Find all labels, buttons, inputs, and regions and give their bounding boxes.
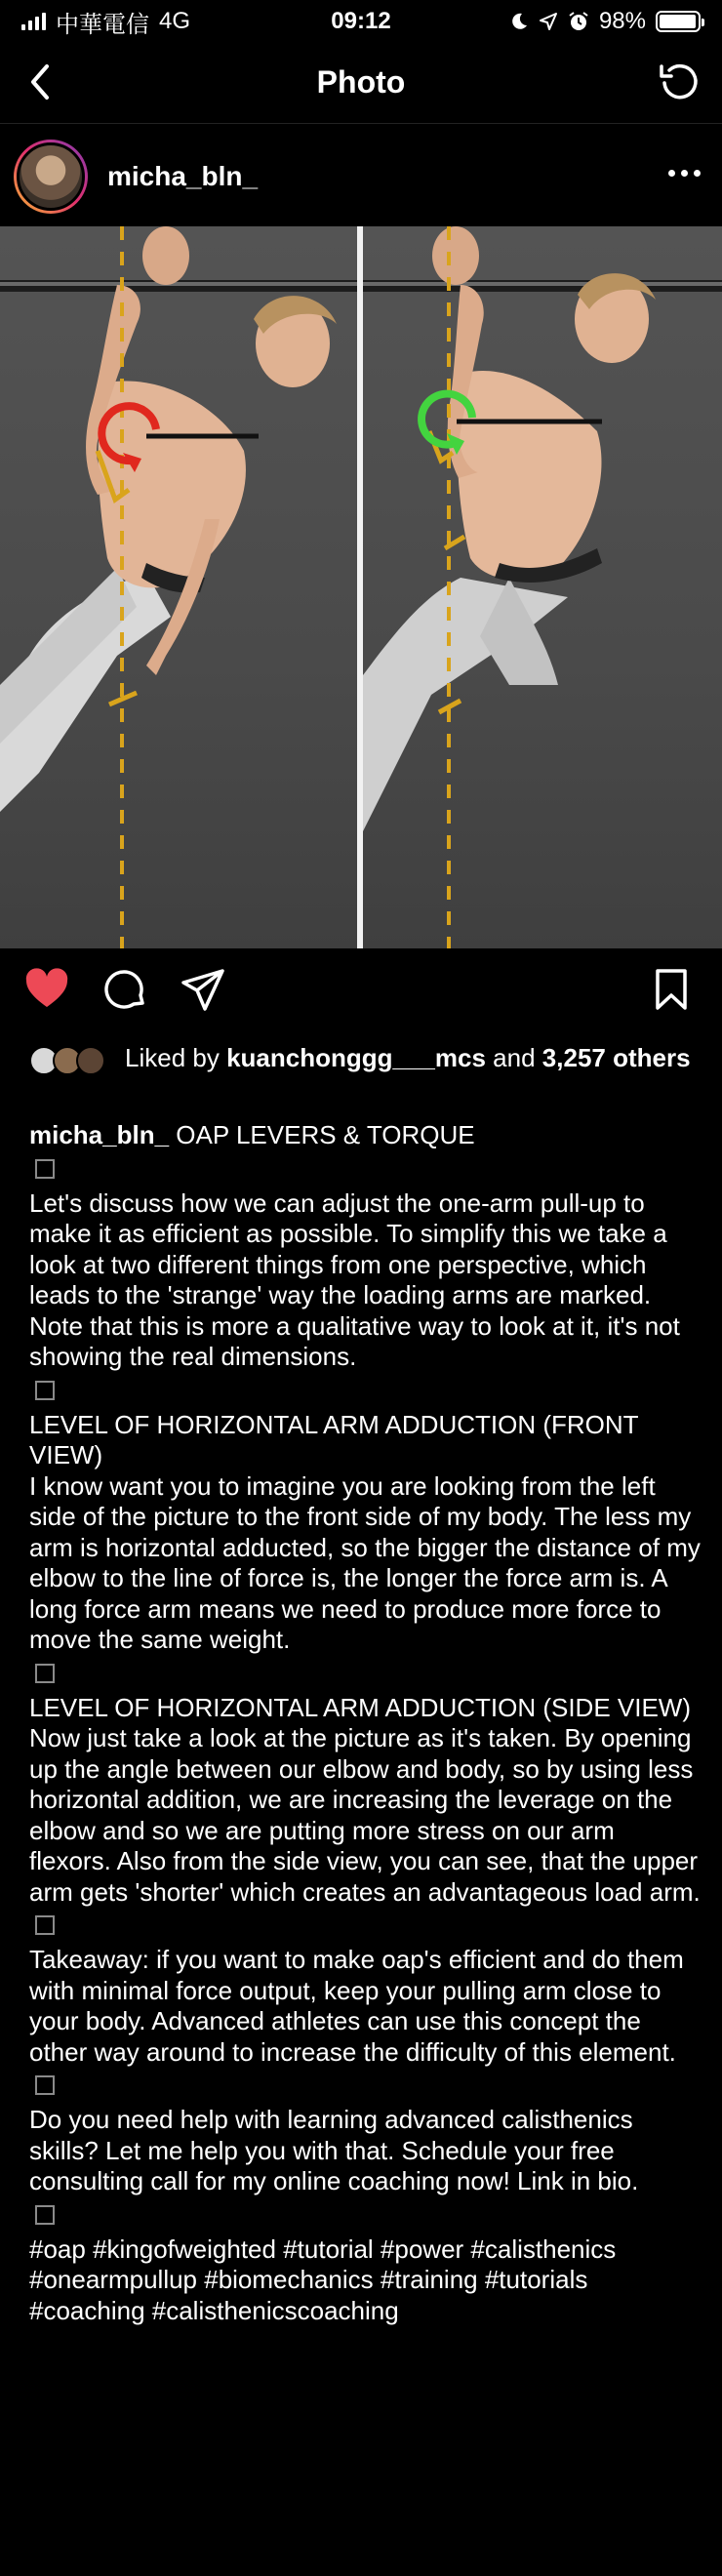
bookmark-icon[interactable] — [648, 966, 695, 1013]
caption-paragraph: Takeaway: if you want to make oap's efficient and do them with minimal force output, keep your pulling arm close to your body. Advanced athletes can use this concept the other way around to increase the difficulty of this element. — [29, 1945, 684, 2067]
separator-box — [35, 1915, 55, 1935]
heart-icon[interactable] — [23, 966, 70, 1013]
caption-hashtags[interactable]: #oap #kingofweighted #tutorial #power #calisthenics #onearmpullup #biomechanics #training #tutorials #coaching #calisthenicscoaching — [29, 2234, 617, 2325]
likes-prefix: Liked by — [125, 1043, 220, 1072]
caption-heading: OAP LEVERS & TORQUE — [176, 1120, 475, 1149]
caption-paragraph: Now just take a look at the picture as it's taken. By opening up the angle between our elbow and body, so by using less horizontal addition, we are increasing the leverage on the elbow and so we are putting more stress on our arm flexors. Also from the side view, you can see, that the upper arm gets 'shorter' which creates an advantageous load arm. — [29, 1723, 701, 1907]
battery-fill — [660, 15, 696, 28]
status-left — [21, 5, 275, 39]
photo-left-panel — [0, 226, 357, 948]
network-type: 4G — [159, 8, 191, 34]
post-caption — [29, 1120, 702, 2326]
liker-avatars — [29, 1046, 113, 1075]
caption-paragraph: I know want you to imagine you are looking from the left side of the picture to the front side of my body. The less my arm is horizontal adducted, so the bigger the distance of my elbow to the line of force is, the longer the force arm is. A long force arm means we need to produce more force to move the same weight. — [29, 1470, 701, 1654]
caption-paragraph: Do you need help with learning advanced calisthenics skills? Let me help you with that. Schedule your free consulting call for my online coaching now! Link in bio. — [29, 2105, 639, 2195]
separator-box — [35, 1159, 55, 1179]
right-athlete-figure — [363, 226, 722, 948]
caption-username[interactable]: micha_bln_ — [29, 1120, 170, 1149]
more-icon[interactable] — [668, 170, 701, 177]
battery-icon — [656, 11, 701, 32]
likes-count[interactable]: 3,257 others — [542, 1043, 691, 1072]
caption-paragraph: Let's discuss how we can adjust the one-arm pull-up to make it as efficient as possible. To simplify this we take a look at two different things from one perspective, which leads to the 'strange' way the loading arms are marked. Note that this is more a qualitative way to look at it, it's not showing the real dimensions. — [29, 1187, 680, 1371]
likes-summary[interactable] — [29, 1042, 702, 1073]
moon-icon — [509, 12, 529, 31]
back-icon[interactable] — [21, 60, 64, 103]
share-icon[interactable] — [180, 966, 226, 1013]
status-bar — [0, 0, 722, 43]
avatar[interactable] — [14, 140, 88, 214]
separator-box — [35, 2205, 55, 2225]
post-username[interactable]: micha_bln_ — [107, 161, 259, 191]
post-actions — [0, 966, 722, 1021]
caption-heading-line — [29, 1120, 702, 1151]
caption-section-title: LEVEL OF HORIZONTAL ARM ADDUCTION (SIDE VIEW) — [29, 1692, 692, 1722]
status-right — [447, 8, 701, 35]
carrier-name: 中華電信 — [56, 11, 149, 38]
likes-connector: and — [493, 1043, 536, 1072]
separator-box — [35, 1664, 55, 1683]
post-photo[interactable] — [0, 226, 722, 948]
post-header — [0, 133, 722, 221]
liker-avatar — [76, 1046, 105, 1075]
liker-username[interactable]: kuanchonggg___mcs — [226, 1043, 486, 1072]
status-time: 09:12 — [331, 8, 391, 34]
nav-divider — [0, 123, 722, 124]
left-athlete-figure — [0, 226, 357, 948]
page-title: Photo — [316, 63, 406, 100]
comment-icon[interactable] — [101, 966, 148, 1013]
alarm-icon — [568, 11, 589, 32]
likes-text — [29, 1042, 702, 1073]
photo-right-panel — [363, 226, 722, 948]
refresh-icon[interactable] — [656, 59, 702, 105]
separator-box — [35, 2075, 55, 2095]
location-icon — [539, 12, 558, 31]
caption-section-title: LEVEL OF HORIZONTAL ARM ADDUCTION (FRONT VIEW) — [29, 1409, 639, 1469]
battery-percent: 98% — [598, 8, 646, 34]
avatar-image — [17, 142, 85, 211]
separator-box — [35, 1381, 55, 1400]
signal-icon — [21, 13, 46, 30]
nav-bar — [0, 43, 722, 121]
